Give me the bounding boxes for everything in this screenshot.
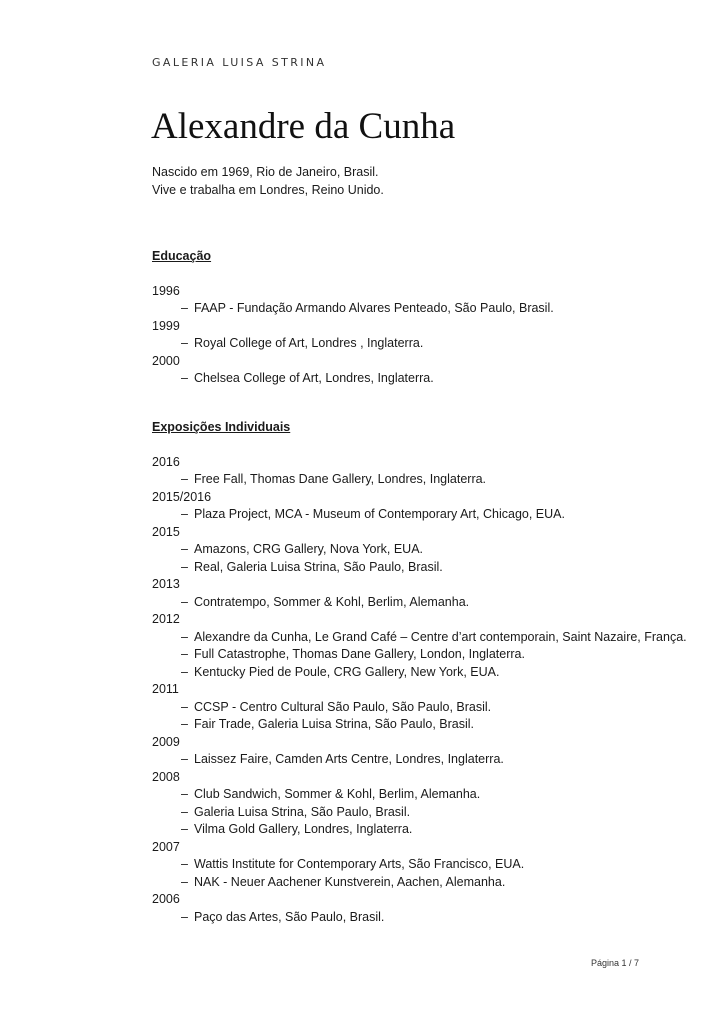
dash-bullet-icon: – [181, 472, 188, 486]
dash-bullet-icon: – [181, 822, 188, 836]
education-heading: Educação [152, 249, 212, 263]
dash-bullet-icon: – [181, 699, 188, 714]
year-label: 2013 [152, 577, 180, 591]
year-label: 1999 [152, 318, 180, 333]
list-item-text: Chelsea College of Art, Londres, Inglaterra. [194, 371, 434, 385]
list-item-text: Royal College of Art, Londres , Inglaterra. [194, 336, 424, 350]
dash-bullet-icon: – [181, 629, 188, 644]
education-list [152, 283, 554, 388]
list-item-text: Full Catastrophe, Thomas Dane Gallery, London, Inglaterra. [194, 647, 525, 661]
list-item-text: FAAP - Fundação Armando Alvares Penteado, São Paulo, Brasil. [194, 301, 554, 315]
year-label: 2009 [152, 734, 180, 749]
year-label: 2015/2016 [152, 489, 212, 504]
list-item-text: Contratempo, Sommer & Kohl, Berlim, Alemanha. [194, 594, 470, 609]
year-label: 2015 [152, 524, 180, 539]
dash-bullet-icon: – [181, 664, 188, 679]
artist-intro [152, 164, 384, 199]
list-item [152, 300, 554, 318]
list-item-text: Galeria Luisa Strina, São Paulo, Brasil. [194, 804, 411, 819]
list-item [152, 909, 687, 927]
dash-bullet-icon: – [181, 909, 188, 924]
dash-bullet-icon: – [181, 857, 188, 871]
gallery-logo: GALERIA LUISA STRINA [152, 56, 327, 69]
year-label: 2007 [152, 839, 180, 854]
year-label: 2012 [152, 612, 180, 626]
dash-bullet-icon: – [181, 336, 188, 350]
dash-bullet-icon: – [181, 874, 188, 889]
list-item [152, 629, 687, 647]
dash-bullet-icon: – [181, 804, 188, 819]
list-item-text: Alexandre da Cunha, Le Grand Café – Centre d’art contemporain, Saint Nazaire, França. [194, 629, 687, 644]
list-item [152, 821, 687, 839]
dash-bullet-icon: – [181, 542, 188, 556]
list-item [152, 541, 687, 559]
list-item [152, 594, 687, 612]
list-item-text: Real, Galeria Luisa Strina, São Paulo, Brasil. [194, 559, 443, 574]
list-item [152, 804, 687, 822]
list-item-text: Vilma Gold Gallery, Londres, Inglaterra. [194, 822, 413, 836]
list-item-text: Laissez Faire, Camden Arts Centre, Londres, Inglaterra. [194, 752, 504, 766]
dash-bullet-icon: – [181, 559, 188, 574]
list-item [152, 559, 687, 577]
year-label: 2000 [152, 353, 180, 368]
list-item [152, 664, 687, 682]
dash-bullet-icon: – [181, 787, 188, 801]
list-item-text: Paço das Artes, São Paulo, Brasil. [194, 909, 385, 924]
education-section [152, 248, 554, 388]
dash-bullet-icon: – [181, 594, 188, 609]
list-item-text: Free Fall, Thomas Dane Gallery, Londres, Inglaterra. [194, 472, 487, 486]
solo-exhibitions-section [152, 419, 687, 926]
list-item [152, 786, 687, 804]
dash-bullet-icon: – [181, 507, 188, 521]
solo-exhibitions-list [152, 454, 687, 927]
year-label: 2011 [152, 682, 179, 696]
list-item-text: Club Sandwich, Sommer & Kohl, Berlim, Alemanha. [194, 787, 481, 801]
dash-bullet-icon: – [181, 647, 188, 661]
list-item [152, 335, 554, 353]
list-item-text: Kentucky Pied de Poule, CRG Gallery, New York, EUA. [194, 664, 500, 679]
dash-bullet-icon: – [181, 371, 188, 385]
list-item-text: Plaza Project, MCA - Museum of Contemporary Art, Chicago, EUA. [194, 507, 565, 521]
artist-name: Alexandre da Cunha [151, 106, 456, 147]
list-item-text: NAK - Neuer Aachener Kunstverein, Aachen, Alemanha. [194, 874, 506, 889]
list-item-text: Amazons, CRG Gallery, Nova York, EUA. [194, 542, 424, 556]
year-label: 1996 [152, 283, 180, 298]
year-label: 2016 [152, 454, 180, 469]
list-item [152, 370, 554, 388]
list-item-text: CCSP - Centro Cultural São Paulo, São Paulo, Brasil. [194, 699, 492, 714]
page-number: Página 1 / 7 [590, 958, 639, 968]
list-item-text: Fair Trade, Galeria Luisa Strina, São Paulo, Brasil. [194, 717, 474, 731]
year-label: 2006 [152, 892, 180, 906]
list-item [152, 699, 687, 717]
dash-bullet-icon: – [181, 301, 188, 315]
solo-exhibitions-heading: Exposições Individuais [152, 420, 291, 434]
list-item [152, 506, 687, 524]
list-item-text: Wattis Institute for Contemporary Arts, São Francisco, EUA. [194, 857, 525, 871]
list-item [152, 471, 687, 489]
year-label: 2008 [152, 769, 180, 784]
dash-bullet-icon: – [181, 752, 188, 766]
list-item [152, 856, 687, 874]
dash-bullet-icon: – [181, 717, 188, 731]
birth-info: Nascido em 1969, Rio de Janeiro, Brasil. [152, 165, 379, 179]
list-item [152, 751, 687, 769]
list-item [152, 874, 687, 892]
list-item [152, 716, 687, 734]
residence-info: Vive e trabalha em Londres, Reino Unido. [152, 182, 384, 197]
list-item [152, 646, 687, 664]
